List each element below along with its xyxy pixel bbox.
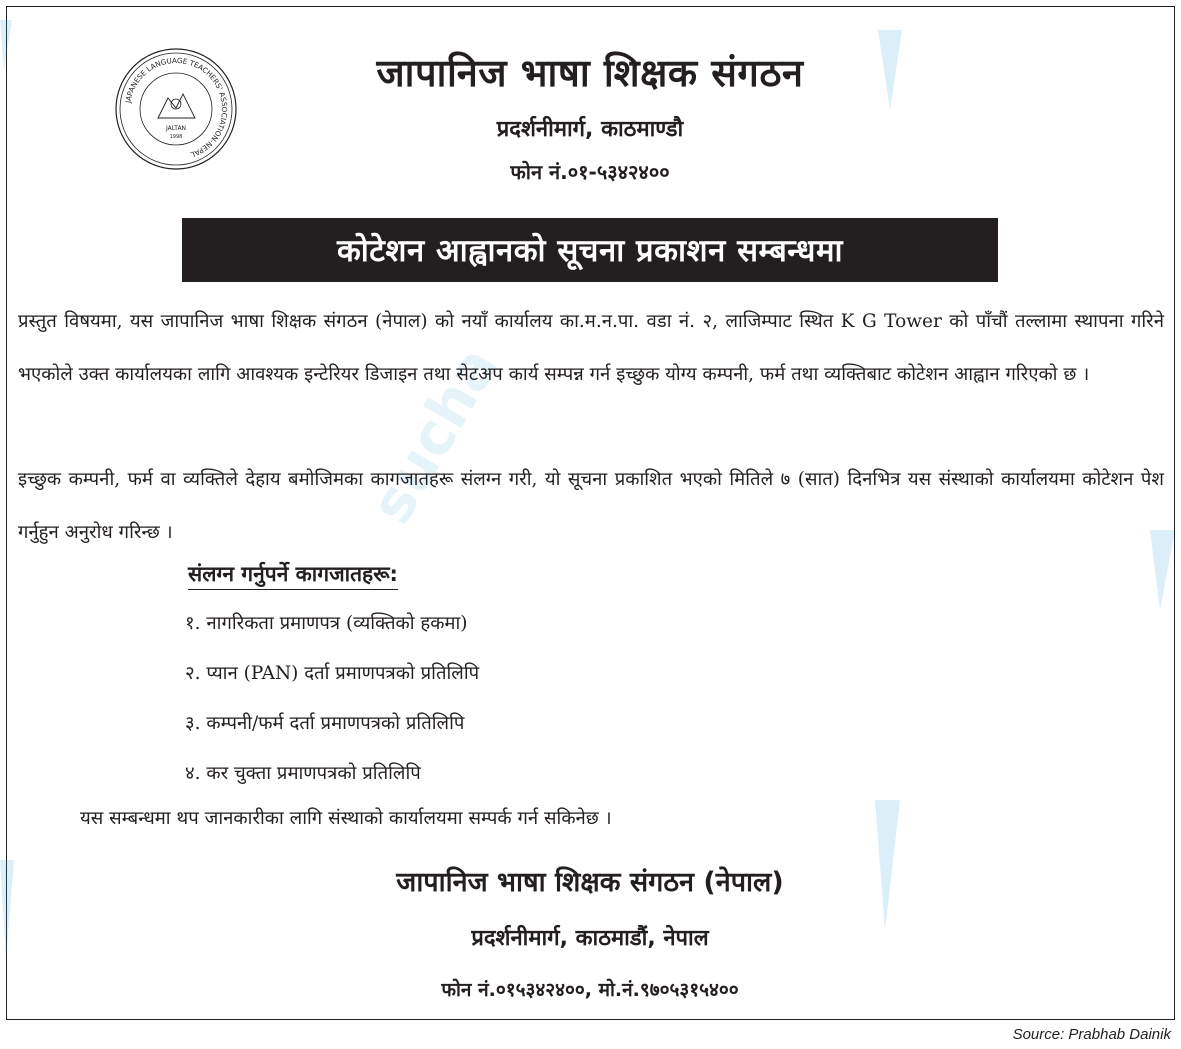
signature-org-name: जापानिज भाषा शिक्षक संगठन (नेपाल): [396, 867, 784, 898]
notice-paragraph-1: प्रस्तुत विषयमा, यस जापानिज भाषा शिक्षक संगठन (नेपाल) को नयाँ कार्यालय का.म.न.पा. वडा नं. २, लाजिम्पाट स्थित K G Tower को पाँचौं तल्लामा स्थापना गरिने भएकोले उक्त कार्यालयका लागि आवश्यक इन्टेरियर डिजाइन तथा सेटअप कार्य सम्पन्न गर्न इच्छुक योग्य कम्पनी, फर्म तथा व्यक्तिबाट कोटेशन आह्वान गरिएको छ ।: [18, 311, 1164, 385]
notice-paragraph-2: इच्छुक कम्पनी, फर्म वा व्यक्तिले देहाय बमोजिमका कागजातहरू संलग्न गरी, यो सूचना प्रकाशित भएको मितिले ७ (सात) दिनभित्र यस संस्थाको कार्यालयमा कोटेशन पेश गर्नुहुन अनुरोध गरिन्छ ।: [18, 469, 1164, 543]
signature-address: प्रदर्शनीमार्ग, काठमाडौं, नेपाल: [471, 926, 709, 951]
notice-title: कोटेशन आह्वानको सूचना प्रकाशन सम्बन्धमा: [336, 233, 844, 269]
attachments-list: [185, 604, 479, 804]
seal-ring-text: JAPANESE LANGUAGE TEACHERS' ASSOCIATION-NEPAL: [123, 55, 230, 160]
association-seal-icon: [113, 46, 239, 172]
closing-sentence: यस सम्बन्धमा थप जानकारीका लागि संस्थाको कार्यालयमा सम्पर्क गर्न सकिनेछ ।: [80, 808, 612, 829]
list-item: ४. कर चुक्ता प्रमाणपत्रको प्रतिलिपि: [185, 763, 421, 784]
notice-title-banner: [182, 218, 998, 282]
org-title: जापानिज भाषा शिक्षक संगठन: [376, 51, 804, 95]
seal-acronym: JALTAN: [165, 125, 187, 132]
seal-year: 1998: [169, 134, 183, 140]
source-credit: Source: Prabhab Dainik: [1012, 1026, 1171, 1043]
list-item: ३. कम्पनी/फर्म दर्ता प्रमाणपत्रको प्रतिलिपि: [185, 713, 465, 734]
signature-phone: फोन नं.०१५३४२४००, मो.नं.९७०५३१५४००: [441, 979, 739, 1001]
org-address: प्रदर्शनीमार्ग, काठमाण्डौ: [496, 117, 684, 142]
attachments-heading: संलग्न गर्नुपर्ने कागजातहरू:: [188, 560, 398, 590]
list-item: २. प्यान (PAN) दर्ता प्रमाणपत्रको प्रतिलिपि: [185, 663, 480, 684]
org-phone: फोन नं.०१-५३४२४००: [510, 160, 670, 184]
list-item: १. नागरिकता प्रमाणपत्र (व्यक्तिको हकमा): [185, 613, 468, 634]
watermark-logo-icon: sucha: [356, 335, 512, 535]
